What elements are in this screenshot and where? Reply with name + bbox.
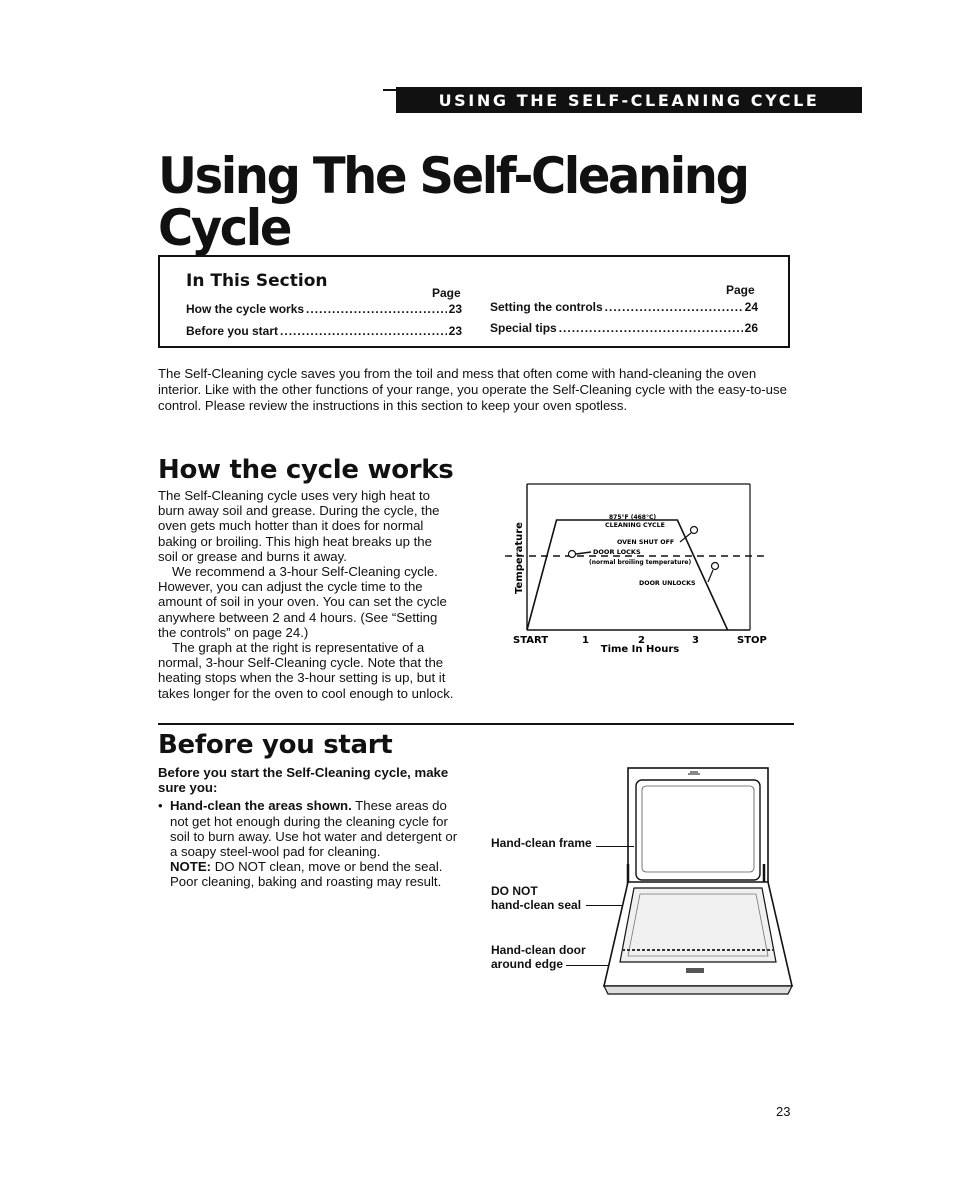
toc-entry-label: Setting the controls	[490, 300, 603, 314]
cycle-chart	[505, 478, 775, 658]
in-this-section-box	[158, 255, 790, 348]
section-banner: USING THE SELF-CLEANING CYCLE	[396, 87, 862, 113]
toc-entry[interactable]	[490, 321, 758, 335]
paragraph: The Self-Cleaning cycle uses very high heat to burn away soil and grease. During the cycle, the oven gets much hotter than it does for normal baking or broiling. This high heat breaks up the soil or grease and burns it away.	[158, 488, 440, 564]
page-title	[158, 147, 772, 257]
bullet-item	[158, 798, 464, 889]
door-unlocks-marker	[712, 563, 719, 570]
cleaning-temp-label: 875°F (468°C)	[609, 514, 657, 521]
paragraph: We recommend a 3-hour Self-Cleaning cycle. However, you can adjust the cycle time to the amount of soil in your oven. You can set the cycle anywhere between 2 and 4 hours. (See “Setting the controls” on page 24.)	[158, 564, 447, 640]
oven-shut-off-pointer	[680, 533, 691, 542]
oven-interior	[642, 786, 754, 872]
toc-entry-page: 26	[744, 321, 758, 335]
label-do-not-clean-seal	[491, 884, 581, 912]
paragraph: The graph at the right is representative of a normal, 3-hour Self-Cleaning cycle. Note that the heating stops when the 3-hour setting is up, but it takes longer for the oven to cool enough to unlock.	[158, 640, 454, 701]
page-title-line-2: Cycle	[158, 199, 290, 257]
x-tick-stop: STOP	[737, 635, 767, 646]
oven-cavity	[636, 780, 760, 880]
x-axis-label: Time In Hours	[600, 644, 680, 655]
broiling-label: (normal broiling temperature)	[589, 559, 692, 566]
toc-entry[interactable]	[490, 300, 758, 314]
door-bottom-edge	[604, 986, 792, 994]
toc-entry[interactable]	[186, 324, 462, 338]
x-tick-start: START	[513, 635, 549, 646]
page-number: 23	[776, 1104, 791, 1119]
oven-illustration	[598, 764, 798, 1000]
door-handle	[686, 968, 704, 973]
y-axis-label: Temperature	[514, 522, 525, 594]
page-title-line-1: Using The Self-Cleaning	[158, 147, 748, 205]
toc-entry-label: Before you start	[186, 324, 279, 338]
bullet-bold: Hand-clean the areas shown.	[170, 798, 352, 814]
x-tick-2: 2	[638, 635, 645, 646]
bullet-marker: •	[158, 798, 163, 814]
seal-label-line-1: DO NOT	[491, 884, 538, 898]
toc-entry[interactable]	[186, 302, 462, 316]
oven-latch-icon	[688, 772, 700, 774]
intro-paragraph: The Self-Cleaning cycle saves you from the toil and mess that often come with hand-cleaning the oven interior. Like with the other functions of your range, you operate the Self-Cleaning cycle with the easy-to-use control. Please review the instructions in this section to keep your oven spotless.	[158, 366, 787, 413]
toc-entry-label: How the cycle works	[186, 302, 305, 316]
before-you-start-heading: Before you start	[158, 730, 393, 760]
section-divider	[158, 723, 794, 725]
label-hand-clean-frame: Hand-clean frame	[491, 836, 592, 850]
toc-page-label-right: Page	[726, 283, 755, 297]
door-locks-marker	[569, 551, 576, 558]
temperature-curve	[527, 520, 728, 630]
before-lead: Before you start the Self-Cleaning cycle, make sure you:	[158, 765, 449, 796]
x-tick-3: 3	[692, 635, 699, 646]
note-label: NOTE:	[170, 859, 212, 875]
note-text: DO NOT clean, move or bend the seal. Poor cleaning, baking and roasting may result.	[170, 859, 443, 890]
door-label-line-2: around edge	[491, 957, 564, 971]
banner-tick	[383, 89, 397, 91]
door-locks-label: DOOR LOCKS	[593, 548, 641, 556]
oven-shut-off-label: OVEN SHUT OFF	[617, 539, 675, 546]
cleaning-cycle-label: CLEANING CYCLE	[605, 522, 665, 529]
toc-entry-page: 23	[448, 324, 462, 338]
bullet-text: These areas do not get hot enough during the cleaning cycle for soil to burn away. Use hot water and detergent or a soapy steel-wool pad for cleaning.	[170, 798, 458, 860]
toc-heading: In This Section	[186, 271, 328, 291]
toc-entry-page: 23	[448, 302, 462, 316]
before-you-start-body	[158, 765, 464, 890]
oven-shut-off-marker	[691, 527, 698, 534]
door-unlocks-pointer	[708, 570, 713, 582]
door-locks-pointer	[576, 552, 591, 554]
x-tick-1: 1	[582, 635, 589, 646]
how-it-works-heading: How the cycle works	[158, 455, 454, 485]
toc-entry-page: 24	[744, 300, 758, 314]
how-it-works-body	[158, 488, 454, 701]
label-hand-clean-door	[491, 943, 586, 971]
door-label-line-1: Hand-clean door	[491, 943, 586, 957]
toc-entry-label: Special tips	[490, 321, 557, 335]
seal-label-line-2: hand-clean seal	[491, 898, 582, 912]
toc-page-label-left: Page	[432, 286, 461, 300]
door-unlocks-label: DOOR UNLOCKS	[639, 580, 696, 587]
